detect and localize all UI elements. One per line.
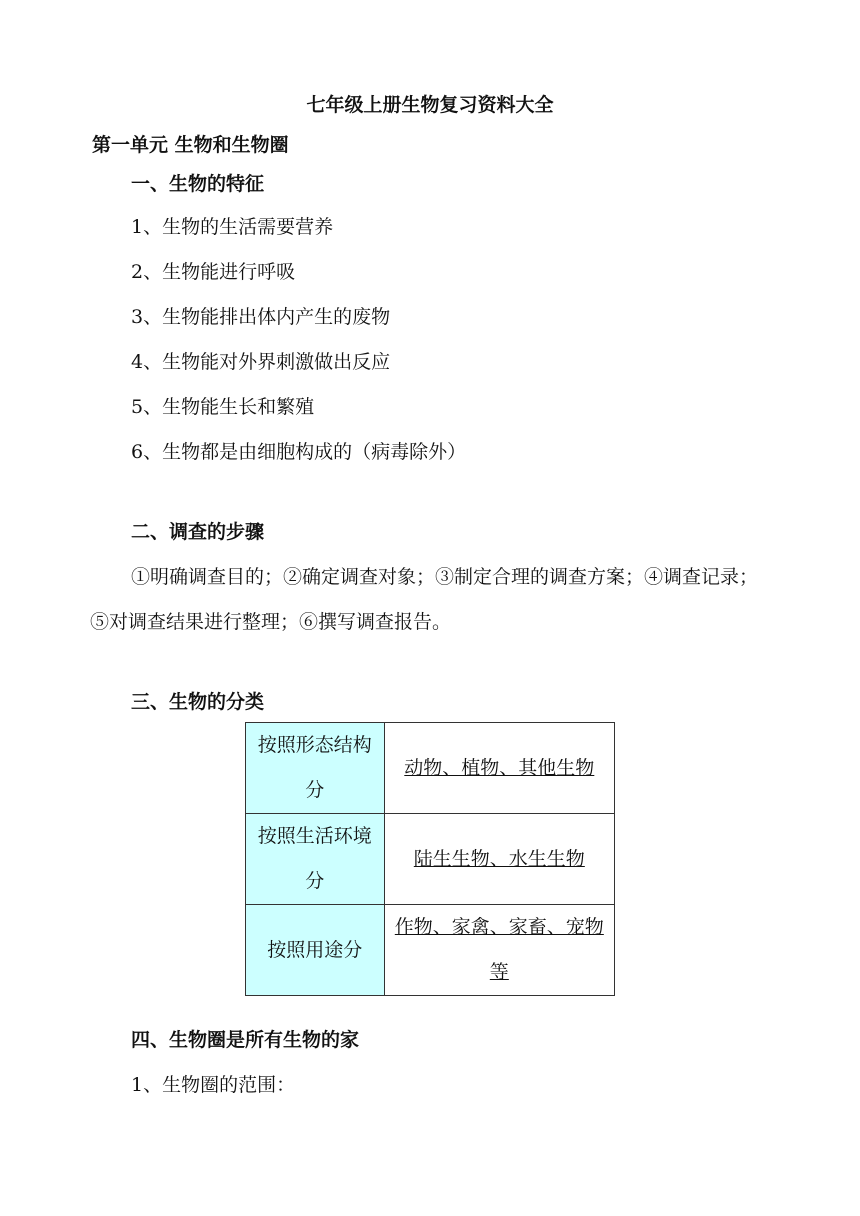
document-title: 七年级上册生物复习资料大全 [306,94,554,116]
list-item: 6、生物都是由细胞构成的（病毒除外） [131,441,467,463]
table-key-cell: 按照生活环境分 [246,814,385,905]
table-value-cell [384,814,614,905]
list-item: 4、生物能对外界刺激做出反应 [131,351,391,373]
table-row [246,814,615,905]
section4-heading: 四、生物圈是所有生物的家 [131,1029,360,1051]
list-item: 2、生物能进行呼吸 [131,261,296,283]
table-value-cell [384,905,614,996]
table-value-text: 陆生生物、水生生物 [413,847,585,870]
unit-heading: 第一单元 生物和生物圈 [92,134,289,156]
table-row [246,905,615,996]
table-value-text: 动物、植物、其他生物 [404,756,595,779]
survey-steps-line1: ①明确调查目的；②确定调查对象；③制定合理的调查方案；④调查记录； [131,566,759,588]
survey-steps-line2: ⑤对调查结果进行整理；⑥撰写调查报告。 [90,611,452,633]
table-key-cell: 按照形态结构分 [246,723,385,814]
list-item: 1、生物圈的范围： [131,1074,296,1096]
list-item: 3、生物能排出体内产生的废物 [131,306,391,328]
section3-heading: 三、生物的分类 [131,691,265,713]
table-key-cell: 按照用途分 [246,905,385,996]
table-row [246,723,615,814]
list-item: 5、生物能生长和繁殖 [131,396,315,418]
section1-heading: 一、生物的特征 [131,173,265,195]
table-value-cell [384,723,614,814]
table-value-text: 作物、家禽、家畜、宠物等 [394,916,604,983]
classification-table [245,722,615,996]
list-item: 1、生物的生活需要营养 [131,216,334,238]
section2-heading: 二、调查的步骤 [131,521,265,543]
